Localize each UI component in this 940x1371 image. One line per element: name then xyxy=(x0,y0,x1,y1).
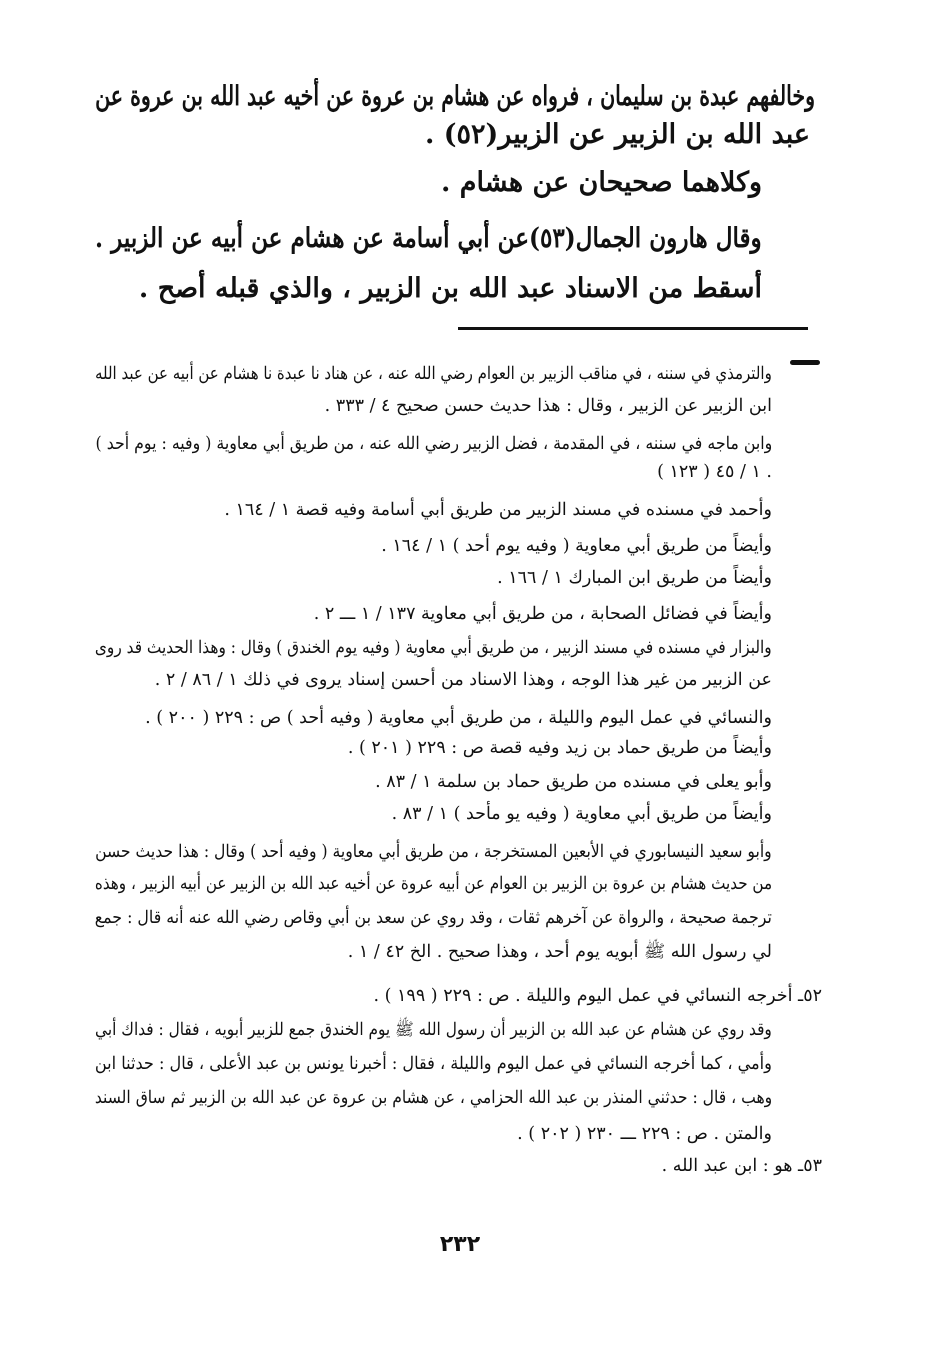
footnote-line: وهب ، قال : حدثني المنذر بن عبد الله الحزامي ، عن هشام بن عروة عن عبد الله بن الزبير ثم ساق السند xyxy=(94,1088,772,1108)
footnote-line: ١ / ٤٥ ( ١٢٣ ) . xyxy=(657,462,772,482)
footnote-line: وأيضاً من طريق ابن المبارك ١ / ١٦٦ . xyxy=(497,568,772,588)
footnote-separator xyxy=(458,327,808,330)
footnote-line: وأيضاً من طريق حماد بن زيد وفيه قصة ص : ٢٢٩ ( ٢٠١ ) . xyxy=(347,738,772,758)
footnote-line: وأحمد في مسنده في مسند الزبير من طريق أبي أسامة وفيه قصة ١ / ١٦٤ . xyxy=(224,500,772,520)
footnote-52-line: ٥٢ـ أخرجه النسائي في عمل اليوم والليلة . ص : ٢٢٩ ( ١٩٩ ) . xyxy=(373,986,822,1006)
footnote-line: عن الزبير من غير هذا الوجه ، وهذا الاسناد من أحسن إسناد يروى في ذلك ١ / ٨٦ / ٢ . xyxy=(154,670,772,690)
footnote-line: وقد روي عن هشام عن عبد الله بن الزبير أن رسول الله ﷺ يوم الخندق جمع للزبير أبويه ، فقال : فداك أبي xyxy=(95,1020,772,1040)
footnote-line: وأيضاً من طريق أبي معاوية ( وفيه يو مأحد ) ١ / ٨٣ . xyxy=(391,804,772,824)
footnote-line: والنسائي في عمل اليوم والليلة ، من طريق أبي معاوية ( وفيه أحد ) ص : ٢٢٩ ( ٢٠٠ ) . xyxy=(145,708,772,728)
footnote-line: والبزار في مسنده في مسند الزبير ، من طريق أبي معاوية ( وفيه يوم الخندق ) وقال : وهذا الحديث قد روى xyxy=(95,638,772,658)
footnote-line: وأبو سعيد النيسابوري في الأبعين المستخرجة ، من طريق أبي معاوية ( وفيه أحد ) وقال : هذا حديث حسن xyxy=(95,842,772,862)
footnote-line: وابن ماجه في سننه ، في المقدمة ، فضل الزبير رضي الله عنه ، من طريق أبي معاوية ( وفيه : يوم أحد ) xyxy=(95,434,772,454)
continuation-dash xyxy=(790,360,820,365)
footnote-line: والترمذي في سننه ، في مناقب الزبير بن العوام رضي الله عنه ، عن هناد نا عبدة نا هشام عن أبيه عن عبد الله xyxy=(95,364,772,384)
footnote-line: وأمي ، كما أخرجه النسائي في عمل اليوم والليلة ، فقال : أخبرنا يونس بن عبد الأعلى ، قال : حدثنا ابن xyxy=(94,1054,772,1074)
footnote-line: وأيضاً من طريق أبي معاوية ( وفيه يوم أحد ) ١ / ١٦٤ . xyxy=(381,536,772,556)
footnote-line: وأيضاً في فضائل الصحابة ، من طريق أبي معاوية ١٣٧ / ١ ـــ ٢ . xyxy=(313,604,772,624)
footnote-line: والمتن . ص : ٢٢٩ ـــ ٢٣٠ ( ٢٠٢ ) . xyxy=(517,1124,772,1144)
footnote-line: ترجمة صحيحة ، والرواة عن آخرهم ثقات ، وقد روي عن سعد بن أبي وقاص رضي الله عنه أنه قال : جمع xyxy=(94,908,772,928)
footnote-line: من حديث هشام بن عروة بن الزبير بن العوام عن أبيه عروة عن أخيه عبد الله بن الزبير عن أبيه الزبير ، وهذه xyxy=(94,874,772,894)
main-text-line-4: وقال هارون الجمال(٥٣)عن أبي أسامة عن هشام عن أبيه عن الزبير . xyxy=(95,223,762,254)
page-number: ٢٣٢ xyxy=(439,1232,481,1257)
footnote-line: لي رسول الله ﷺ أبويه يوم أحد ، وهذا صحيح . الخ ٤٢ / ١ . xyxy=(347,942,772,962)
main-text-line-3: وكلاهما صحيحان عن هشام . xyxy=(441,167,762,198)
main-text-line-1: وخالفهم عبدة بن سليمان ، فرواه عن هشام بن عروة عن أخيه عبد الله بن عروة عن xyxy=(95,81,815,112)
footnote-line: ابن الزبير عن الزبير ، وقال : هذا حديث حسن صحيح ٤ / ٣٣٣ . xyxy=(324,396,772,416)
footnote-line: وأبو يعلى في مسنده من طريق حماد بن سلمة ١ / ٨٣ . xyxy=(375,772,772,792)
main-text-line-2: عبد الله بن الزبير عن الزبير(٥٢) . xyxy=(424,119,810,150)
main-text-line-5: أسقط من الاسناد عبد الله بن الزبير ، والذي قبله أصح . xyxy=(138,273,762,304)
footnote-53-line: ٥٣ـ هو : ابن عبد الله . xyxy=(661,1156,822,1176)
